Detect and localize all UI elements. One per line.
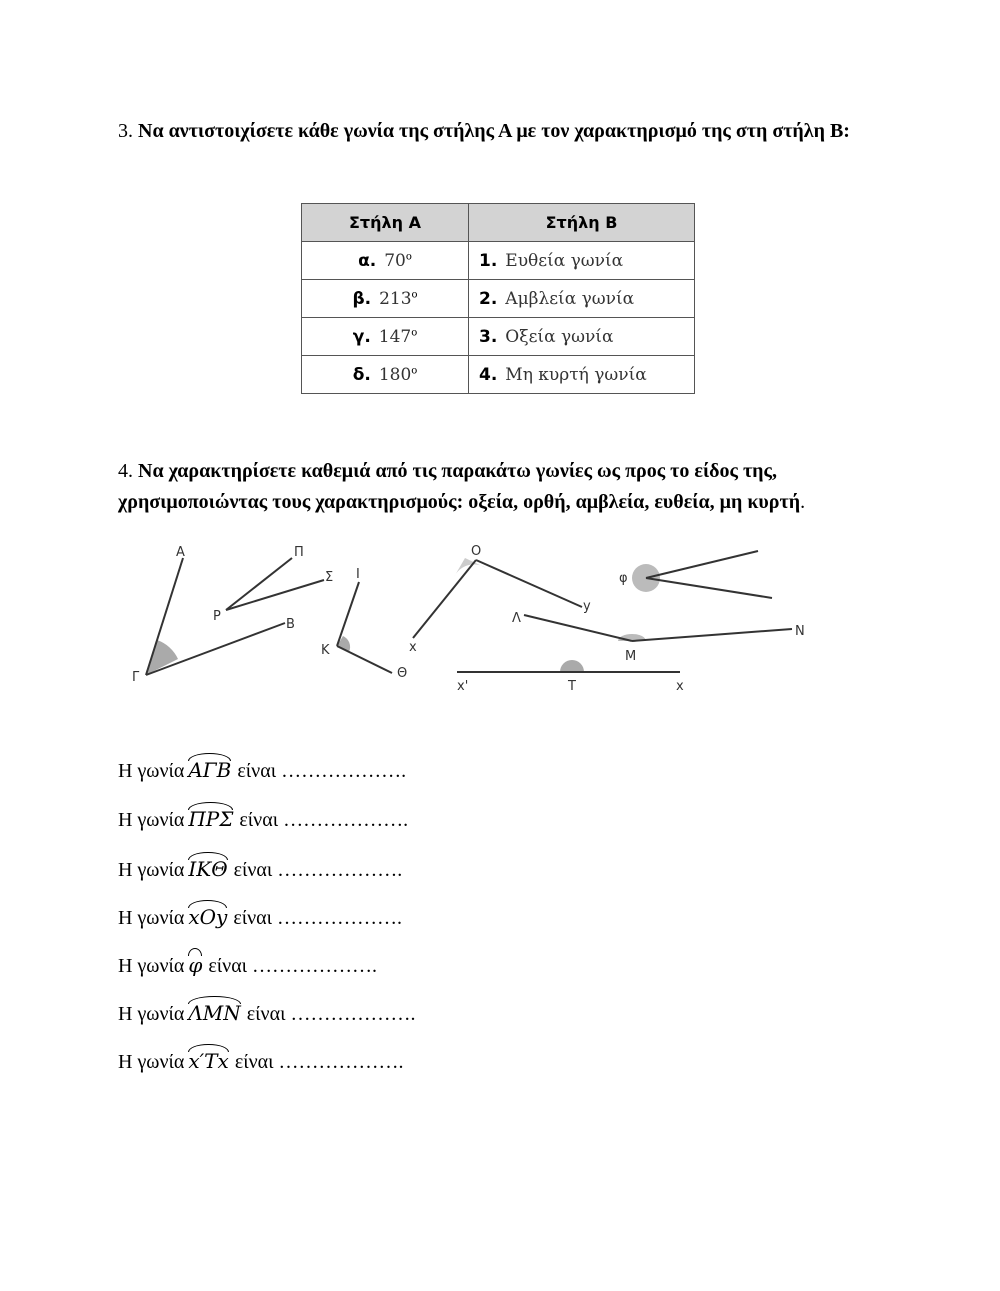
angle-name: φ <box>188 953 203 977</box>
label-xp: x' <box>457 679 469 694</box>
answer-prefix: Η γωνία <box>118 907 185 929</box>
question-3-text: Να αντιστοιχίσετε κάθε γωνία της στήλης Α με τον χαρακτηρισμό της στη στήλη Β: <box>138 120 850 142</box>
ray-RP <box>226 558 292 610</box>
label-L: Λ <box>512 611 521 626</box>
row-number: 4. <box>479 364 498 385</box>
label-y: y <box>583 599 591 614</box>
ray-ML <box>524 615 632 641</box>
column-a-cell <box>302 242 469 280</box>
answer-suffix: είναι ………………. <box>246 1003 416 1025</box>
answer-prefix: Η γωνία <box>118 1003 185 1025</box>
angle-name: ΙΚΘ <box>188 857 228 881</box>
label-T: Τ <box>568 679 576 694</box>
angle-name: x′Tx <box>188 1049 229 1073</box>
question-3 <box>118 116 918 147</box>
label-M: Μ <box>625 649 637 664</box>
answer-suffix: είναι ………………. <box>234 1051 404 1073</box>
angle-name: ΑΓΒ <box>188 758 232 782</box>
ray-phi-2 <box>646 578 772 598</box>
angles-figure <box>120 530 840 700</box>
label-x2: x <box>676 679 684 694</box>
answer-prefix: Η γωνία <box>118 955 185 977</box>
degree-symbol: ο <box>405 250 412 262</box>
row-label: β. <box>352 288 372 309</box>
row-label: δ. <box>352 364 371 385</box>
answer-prefix: Η γωνία <box>118 859 185 881</box>
label-N: Ν <box>795 624 805 639</box>
ray-MN <box>632 629 792 641</box>
label-TH: Θ <box>397 666 408 681</box>
degree-symbol: ο <box>411 288 418 300</box>
label-phi: φ <box>619 571 628 586</box>
angle-type: Οξεία γωνία <box>505 326 614 347</box>
angle-type: Ευθεία γωνία <box>505 250 624 271</box>
answer-line <box>118 758 406 783</box>
column-b-cell <box>469 280 695 318</box>
label-G: Γ <box>132 670 140 685</box>
answer-suffix: είναι ………………. <box>233 859 403 881</box>
label-B: Β <box>286 617 295 632</box>
answer-prefix: Η γωνία <box>118 1051 185 1073</box>
question-4 <box>118 456 918 518</box>
row-label: α. <box>358 250 377 271</box>
answer-suffix: είναι ………………. <box>237 760 407 782</box>
answer-suffix: είναι ………………. <box>208 955 378 977</box>
angle-type: Αμβλεία γωνία <box>505 288 635 309</box>
question-4-number: 4. <box>118 460 133 482</box>
answer-suffix: είναι ………………. <box>233 907 403 929</box>
table-row <box>302 356 695 394</box>
answer-suffix: είναι ………………. <box>239 809 409 831</box>
answer-line <box>118 1001 415 1026</box>
header-column-a: Στήλη Α <box>302 204 469 242</box>
question-4-period: . <box>800 491 806 513</box>
header-column-b: Στήλη Β <box>469 204 695 242</box>
angle-value: 70 <box>384 250 406 271</box>
ray-phi-1 <box>646 551 758 578</box>
table-header-row <box>302 204 695 242</box>
answer-line <box>118 905 402 930</box>
row-label: γ. <box>352 326 371 347</box>
answer-line <box>118 857 402 882</box>
angle-name: xΟy <box>188 905 228 929</box>
degree-symbol: ο <box>411 326 418 338</box>
matching-table <box>301 203 695 394</box>
row-number: 2. <box>479 288 498 309</box>
label-O: Ο <box>471 544 482 559</box>
label-x: x <box>409 640 417 655</box>
angle-value: 180 <box>378 364 412 385</box>
label-I: Ι <box>356 567 360 582</box>
question-4-text: Να χαρακτηρίσετε καθεμιά από τις παρακάτω γωνίες ως προς το είδος της, χρησιμοποιώντας τους χαρακτηρισμούς: οξεία, ορθή, αμβλεία, ευθεία, μη κυρτή <box>118 460 801 513</box>
row-number: 3. <box>479 326 498 347</box>
table-row <box>302 242 695 280</box>
column-a-cell <box>302 318 469 356</box>
angle-name: ΠΡΣ <box>188 807 234 831</box>
column-b-cell <box>469 318 695 356</box>
ray-Oy <box>476 560 582 607</box>
angle-arc-T <box>560 660 584 672</box>
answer-prefix: Η γωνία <box>118 809 185 831</box>
column-a-cell <box>302 356 469 394</box>
angle-type: Μη κυρτή γωνία <box>505 364 647 385</box>
row-number: 1. <box>479 250 498 271</box>
table-row <box>302 318 695 356</box>
answer-line <box>118 953 377 978</box>
angle-name: ΛΜΝ <box>188 1001 241 1025</box>
answer-line <box>118 1049 404 1074</box>
ray-KTH <box>337 646 392 673</box>
angle-value: 147 <box>378 326 412 347</box>
degree-symbol: ο <box>411 364 418 376</box>
question-3-number: 3. <box>118 120 133 142</box>
table-row <box>302 280 695 318</box>
label-R: Ρ <box>213 609 221 624</box>
angle-value: 213 <box>379 288 412 309</box>
column-b-cell <box>469 242 695 280</box>
ray-Ox <box>413 560 476 638</box>
answer-line <box>118 807 408 832</box>
label-S: Σ <box>325 570 334 585</box>
label-P: Π <box>294 545 304 560</box>
label-K: Κ <box>321 643 330 658</box>
column-a-cell <box>302 280 469 318</box>
ray-RS <box>226 580 324 610</box>
answer-prefix: Η γωνία <box>118 760 185 782</box>
column-b-cell <box>469 356 695 394</box>
ray-KI <box>337 582 359 646</box>
label-A: Α <box>176 545 185 560</box>
